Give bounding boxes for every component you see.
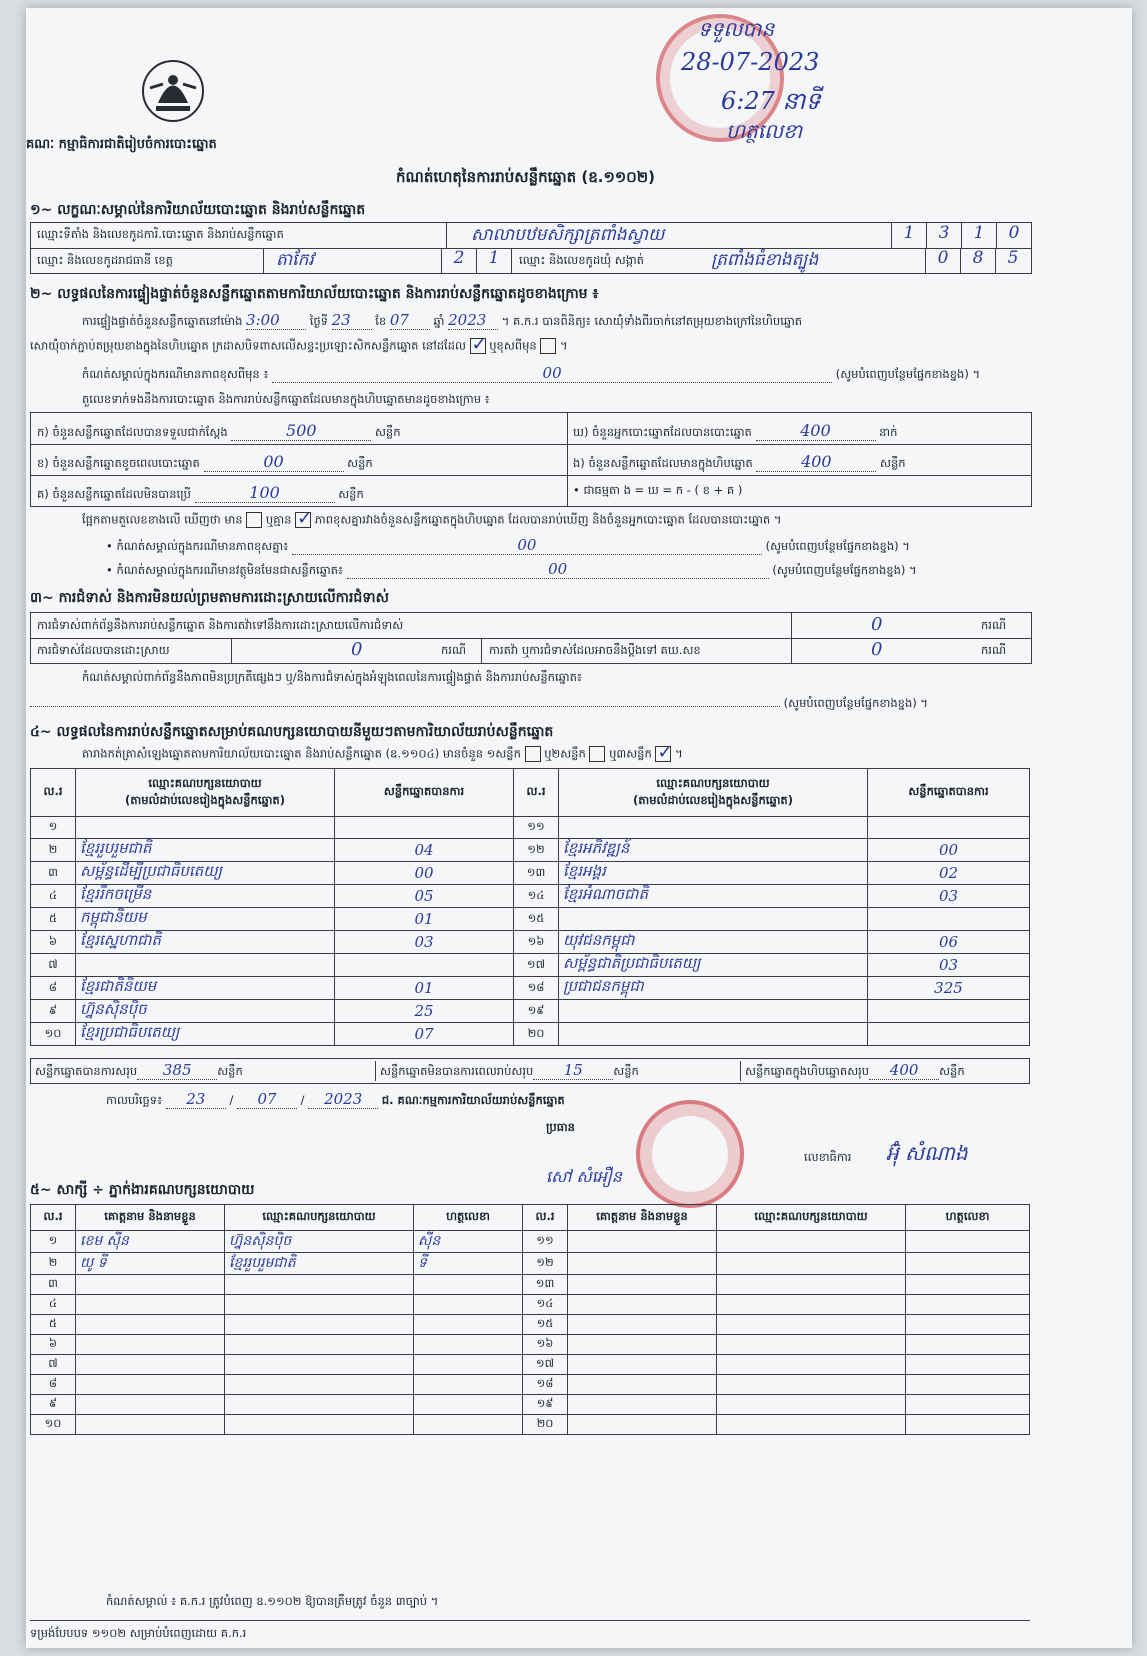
witness-col-sign: ហត្ថលេខា	[906, 1205, 1030, 1231]
three-sheets-checkbox[interactable]	[655, 746, 671, 762]
party-votes	[868, 908, 1030, 931]
figure-left-value: 500	[231, 421, 371, 441]
col-votes-right: សន្លឹកឆ្នោតបានការ	[868, 769, 1030, 817]
verification-line2: សោយ៉ុំចាក់ភ្ជាប់តម្រុយខាងក្នុងនៃហិបឆ្នោត ក្រដាសបិទពាសលើសន្ទះប្រឡោះសិកសន្លឹកឆ្នោត នៅដដែល ✓ ឬខុសពីមុន ។	[30, 338, 568, 356]
sign-day: 23	[166, 1090, 226, 1109]
figure-row	[31, 413, 1031, 445]
secretary-label: លេខាធិការ	[804, 1150, 852, 1164]
section4-heading: ៤~ លទ្ធផលនៃការរាប់សន្លឹកឆ្នោតសម្រាប់គណបក្សនយោបាយនីមួយៗតាមការិយាល័យរាប់សន្លឹកឆ្នោត	[30, 724, 554, 740]
col-party-right: ឈ្មោះគណបក្សនយោបាយ (តាមលំដាប់លេខរៀងក្នុងសន្លឹកឆ្នោត)	[559, 769, 868, 817]
party-name	[559, 1023, 868, 1046]
commune-code: 0 8 5	[925, 248, 1030, 273]
figure-left-label: គ) ចំនួនសន្លឹកឆ្នោតដែលមិនបានប្រើ 100 សន្លឹក	[37, 483, 364, 502]
figure-right-value: 400	[756, 421, 876, 441]
total-box-value: 400	[869, 1061, 939, 1080]
object-value: 00	[347, 560, 769, 579]
witness-col-sign: ហត្ថលេខា	[414, 1205, 523, 1231]
same-as-before-checkbox[interactable]	[470, 338, 486, 354]
party-name	[76, 954, 335, 977]
witness-name: យូ ទី	[76, 1253, 225, 1275]
witness-col-name: គោត្តនាម និងនាមខ្លួន	[568, 1205, 717, 1231]
col-votes-left: សន្លឹកឆ្នោតបានការ	[335, 769, 514, 817]
party-votes: 02	[868, 862, 1030, 885]
party-votes	[335, 817, 514, 839]
table-row: ៧ ១៧	[31, 1355, 1030, 1375]
witness-party	[225, 1355, 414, 1375]
party-votes: 01	[335, 977, 514, 1000]
party-results-table	[30, 768, 1030, 1046]
table-row: ៧ ១៧ សម្ព័ន្ធជាតិប្រជាធិបតេយ្យ 03	[31, 954, 1030, 977]
party-votes: 03	[335, 931, 514, 954]
complaint-value: 0	[871, 614, 883, 635]
difference-note: • កំណត់សម្គាល់ក្នុងករណីមានភាពខុសគ្នា៖ 00 (សូមបំពេញបន្ថែមផ្នែកខាងខ្នង) ។	[106, 536, 910, 554]
witness-name	[76, 1395, 225, 1415]
section2-heading: ២~ លទ្ធផលនៃការផ្ទៀងផ្ទាត់ចំនួនសន្លឹកឆ្នោតតាមការិយាល័យបោះឆ្នោត និងការរាប់សន្លឹកឆ្នោតដូចខាងក្រោម ៖	[30, 286, 599, 302]
witness-col-no: ល.រ	[31, 1205, 76, 1231]
party-name: ខ្មែររួបរួមជាតិ	[76, 839, 335, 862]
stamp-received-text: ទទួលបាន	[698, 17, 775, 41]
resolved-value: 0	[351, 639, 363, 660]
party-name: ខ្មែរអង្គរ	[559, 862, 868, 885]
different-checkbox[interactable]	[540, 338, 556, 354]
signing-date-line: កាលបរិច្ឆេទ៖ 23 / 07 / 2023 ជ. គណៈកម្មការការិយាល័យរាប់សន្លឹកឆ្នោត	[106, 1090, 565, 1108]
witness-signature: ទី	[414, 1253, 523, 1275]
witness-name	[76, 1275, 225, 1295]
witness-col-no: ល.រ	[523, 1205, 568, 1231]
party-name: ប្រជាជនកម្ពុជា	[559, 977, 868, 1000]
figure-left-value: 100	[195, 483, 335, 503]
witness-party: ខ្មែររួបរួមជាតិ	[225, 1253, 414, 1275]
party-votes: 03	[868, 885, 1030, 908]
table-row: ៣ ១៣	[31, 1275, 1030, 1295]
table-row: ១ ១១	[31, 817, 1030, 839]
figure-row	[31, 475, 1031, 506]
party-name: ខ្មែររីកចម្រើន	[76, 885, 335, 908]
table-row: ៩ ១៩	[31, 1395, 1030, 1415]
form-title: កំណត់ហេតុនៃការរាប់សន្លឹកឆ្នោត (ឧ.១១០២)	[396, 168, 656, 186]
figure-right-label: ឃ) ចំនួនអ្នកបោះឆ្នោតដែលបានបោះឆ្នោត 400 នាក់	[573, 421, 898, 440]
table-row: ៩ ហ្វ៊ុនស៊ិនប៉ិច 25 ១៩	[31, 1000, 1030, 1023]
chair-label: ប្រធាន	[546, 1120, 575, 1134]
section3-table: ការជំទាស់ពាក់ព័ន្ធនឹងការរាប់សន្លឹកឆ្នោត និងការតវ៉ាទៅនឹងការដោះស្រាយលើការជំទាស់ 0 ករណី ការជំទាស់ដែលបានដោះស្រាយ 0 ករណី ការតវ៉ា ឬការជំទាស់ដែលអាចនឹងប្តឹងទៅ គឃ.សខ 0 ករណី	[30, 612, 1032, 664]
witness-signature	[414, 1395, 523, 1415]
two-sheets-checkbox[interactable]	[589, 746, 605, 762]
witness-party	[225, 1275, 414, 1295]
party-name: ខ្មែរអភិវឌ្ឍន៍	[559, 839, 868, 862]
no-difference-checkbox[interactable]	[295, 512, 311, 528]
col-party-left: ឈ្មោះគណបក្សនយោបាយ (តាមលំដាប់លេខរៀងក្នុងសន្លឹកឆ្នោត)	[76, 769, 335, 817]
witness-signature	[414, 1335, 523, 1355]
table-row: ១ ខេម ស៊ីន ហ្វ៊ុនស៊ិនប៉ិច ស៊ីន ១១	[31, 1231, 1030, 1253]
figures-table	[30, 412, 1032, 507]
party-votes: 03	[868, 954, 1030, 977]
witness-party	[225, 1335, 414, 1355]
section1-table	[30, 222, 1032, 274]
verify-time: 3:00	[246, 311, 306, 330]
witness-name	[76, 1295, 225, 1315]
table-row: ៤ ខ្មែររីកចម្រើន 05 ១៤ ខ្មែរអំណាចជាតិ 03	[31, 885, 1030, 908]
table-row: ៦ ១៦	[31, 1335, 1030, 1355]
figure-row	[31, 444, 1031, 476]
witness-party	[225, 1375, 414, 1395]
figure-right-label: • ជាធម្មតា ង = ឃ = ក - ( ខ + គ )	[573, 483, 743, 497]
party-votes	[868, 1023, 1030, 1046]
province-value: តាកែវ	[276, 250, 314, 270]
witness-party: ហ្វ៊ុនស៊ិនប៉ិច	[225, 1231, 414, 1253]
witness-name	[76, 1335, 225, 1355]
party-votes: 05	[335, 885, 514, 908]
one-sheet-checkbox[interactable]	[525, 746, 541, 762]
table-row: ៨ ១៨	[31, 1375, 1030, 1395]
location-value: សាលាបឋមសិក្សាត្រពាំងស្វាយ	[471, 225, 665, 245]
party-votes: 00	[335, 862, 514, 885]
figures-intro: តួលេខទាក់ទងនឹងការបោះឆ្នោត និងការរាប់សន្លឹកឆ្នោតដែលមានក្នុងហិបឆ្នោតមានដូចខាងក្រោម ៖	[82, 392, 490, 406]
party-name: កម្ពុជានិយម	[76, 908, 335, 931]
stamp-signature: ហត្ថលេខា	[726, 119, 803, 143]
col-no-right: ល.រ	[514, 769, 559, 817]
verify-month: 07	[390, 311, 430, 330]
witness-name	[76, 1415, 225, 1435]
change-note-line: កំណត់សម្គាល់ក្នុងករណីមានភាពខុសពីមុន ៖ 00 (សូមបំពេញបន្ថែមផ្នែកខាងខ្នង) ។	[82, 364, 981, 382]
table-row: ៣ សម្ព័ន្ធដើម្បីប្រជាធិបតេយ្យ 00 ១៣ ខ្មែរអង្គរ 02	[31, 862, 1030, 885]
party-votes	[868, 817, 1030, 839]
party-votes: 00	[868, 839, 1030, 862]
party-name: សម្ព័ន្ធជាតិប្រជាធិបតេយ្យ	[559, 954, 868, 977]
witness-name	[76, 1375, 225, 1395]
figure-left-label: ក) ចំនួនសន្លឹកឆ្នោតដែលបានទទួលជាក់ស្តែង 500 សន្លឹក	[37, 421, 401, 440]
party-name	[559, 908, 868, 931]
form-footer: ទម្រង់បែបបទ ១១០២ សម្រាប់បំពេញដោយ គ.ក.រ	[30, 1626, 247, 1640]
location-label: ឈ្មោះទីតាំង និងលេខកូដការិ.បោះឆ្នោត និងរាប់សន្លឹកឆ្នោត	[37, 227, 284, 241]
party-votes	[335, 954, 514, 977]
section5-heading: ៥~ សាក្សី ÷ ភ្នាក់ងារគណបក្សនយោបាយ	[30, 1182, 255, 1198]
party-name: ខ្មែរប្រជាធិបតេយ្យ	[76, 1023, 335, 1046]
table-row: ៨ ខ្មែរជាតិនិយម 01 ១៨ ប្រជាជនកម្ពុជា 325	[31, 977, 1030, 1000]
irregularity-dots: (សូមបំពេញបន្ថែមផ្នែកខាងខ្នង) ។	[30, 696, 928, 713]
witness-name	[76, 1315, 225, 1335]
figure-right-label: ង) ចំនួនសន្លឹកឆ្នោតដែលមានក្នុងហិបឆ្នោត 400 សន្លឹក	[573, 452, 906, 471]
figure-left-label: ខ) ចំនួនសន្លឹកឆ្នោតខូចពេលបោះឆ្នោត 00 សន្លឹក	[37, 452, 373, 471]
party-name: ខ្មែរអំណាចជាតិ	[559, 885, 868, 908]
sign-month: 07	[237, 1090, 297, 1109]
witness-signature	[414, 1315, 523, 1335]
chair-signature: សៅ សំអឿន	[546, 1167, 622, 1186]
table-row: ៦ ខ្មែរស្នេហាជាតិ 03 ១៦ យុវជនកម្ពុជា 06	[31, 931, 1030, 954]
commune-value: ត្រពាំងធំខាងត្បូង	[711, 250, 819, 270]
secretary-signature: អ៊ុំ សំណាង	[886, 1141, 968, 1165]
witness-signature	[414, 1295, 523, 1315]
witness-party	[225, 1315, 414, 1335]
appeal-value: 0	[871, 639, 883, 660]
witness-party	[225, 1395, 414, 1415]
party-votes	[868, 1000, 1030, 1023]
committee-name: គណៈ កម្មាធិការជាតិរៀបចំការបោះឆ្នោត	[26, 137, 217, 152]
figure-right-value: 400	[756, 452, 876, 472]
verification-line1: ការផ្ទៀងផ្ទាត់ចំនួនសន្លឹកឆ្នោតនៅម៉ោង 3:00 ថ្ងៃទី 23 ខែ 07 ឆ្នាំ 2023 ។ គ.ក.រ បានពិនិត្យ៖ សោយ៉ុំទាំងពីរចាក់នៅតម្រុយខាងក្រៅនៃហិបឆ្នោត	[82, 311, 803, 329]
witness-signature	[414, 1415, 523, 1435]
party-name: ខ្មែរស្នេហាជាតិ	[76, 931, 335, 954]
province-code: 2 1	[441, 248, 512, 273]
location-code: 1 3 1 0	[891, 223, 1031, 248]
party-votes: 01	[335, 908, 514, 931]
verify-day: 23	[332, 311, 372, 330]
table-row: ២ យូ ទី ខ្មែររួបរួមជាតិ ទី ១២	[31, 1253, 1030, 1275]
party-name	[559, 817, 868, 839]
figure-left-value: 00	[204, 452, 344, 472]
witness-signature	[414, 1275, 523, 1295]
table-row: ២ ខ្មែររួបរួមជាតិ 04 ១២ ខ្មែរអភិវឌ្ឍន៍ 00	[31, 839, 1030, 862]
has-difference-checkbox[interactable]	[246, 512, 262, 528]
complaint-label: ការជំទាស់ពាក់ព័ន្ធនឹងការរាប់សន្លឹកឆ្នោត និងការតវ៉ាទៅនឹងការដោះស្រាយលើការជំទាស់	[37, 618, 404, 632]
witness-signature	[414, 1355, 523, 1375]
stamp-date: 28-07-2023	[681, 48, 820, 76]
verify-year: 2023	[448, 311, 498, 330]
party-votes: 325	[868, 977, 1030, 1000]
section3-heading: ៣~ ការជំទាស់ និងការមិនយល់ព្រមតាមការដោះស្រាយលើការជំទាស់	[30, 590, 389, 606]
nec-logo	[138, 58, 208, 124]
irregularity-note: កំណត់សម្គាល់ពាក់ព័ន្ធនឹងភាពមិនប្រក្រតីផ្សេងៗ ឬ/និងការជំទាស់ក្នុងអំឡុងពេលនៃការផ្ទៀងផ្ទាត់ និងការរាប់សន្លឹកឆ្នោត៖	[82, 670, 582, 684]
party-name: ហ្វ៊ុនស៊ិនប៉ិច	[76, 1000, 335, 1023]
tally-sheet-line: តារាងកត់ត្រាសំឡេងឆ្នោតតាមការិយាល័យបោះឆ្នោត និងរាប់សន្លឹកឆ្នោត (ឧ.១១០៤) មានចំនួន ១សន្លឹក ឬ២សន្លឹក ឬ៣សន្លឹក ✓ ។	[82, 746, 683, 764]
table-row: ៥ ១៥	[31, 1315, 1030, 1335]
witness-col-name: គោត្តនាម និងនាមខ្លួន	[76, 1205, 225, 1231]
committee-seal	[636, 1100, 744, 1208]
table-row: ៥ កម្ពុជានិយម 01 ១៥	[31, 908, 1030, 931]
table-row: ៤ ១៤	[31, 1295, 1030, 1315]
province-label: ឈ្មោះ និងលេខកូដរាជធានី ខេត្ត	[37, 253, 173, 267]
change-note-value: 00	[272, 364, 832, 383]
witness-name: ខេម ស៊ីន	[76, 1231, 225, 1253]
election-form-page	[26, 8, 1132, 1648]
compare-line: ផ្អែកតាមតួលេខខាងលើ ឃើញថា មាន ឬគ្មាន ✓ ភាពខុសគ្នារវាងចំនួនសន្លឹកឆ្នោតក្នុងហិបឆ្នោត ដែលបានរាប់ឃើញ និងចំនួនអ្នកបោះឆ្នោត ដែលបានបោះឆ្នោត ។	[82, 512, 781, 530]
section1-heading: ១~ លក្ខណៈសម្គាល់នៃការិយាល័យបោះឆ្នោត និងរាប់សន្លឹកឆ្នោត	[30, 202, 366, 218]
total-invalid-value: 15	[533, 1061, 613, 1080]
commune-label: ឈ្មោះ និងលេខកូដឃុំ សង្កាត់	[519, 253, 644, 267]
party-name	[559, 1000, 868, 1023]
party-votes: 06	[868, 931, 1030, 954]
party-votes: 07	[335, 1023, 514, 1046]
party-name: យុវជនកម្ពុជា	[559, 931, 868, 954]
stamp-time: 6:27 នាទី	[721, 87, 821, 115]
table-row: ១០ ខ្មែរប្រជាធិបតេយ្យ 07 ២០	[31, 1023, 1030, 1046]
resolved-label: ការជំទាស់ដែលបានដោះស្រាយ	[37, 643, 170, 657]
witness-col-party: ឈ្មោះគណបក្សនយោបាយ	[717, 1205, 906, 1231]
party-votes: 04	[335, 839, 514, 862]
witness-party	[225, 1295, 414, 1315]
object-note: • កំណត់សម្គាល់ក្នុងករណីមានវត្ថុមិនមែនជាសន្លឹកឆ្នោត៖ 00 (សូមបំពេញបន្ថែមផ្នែកខាងខ្នង) ។	[106, 560, 917, 578]
completion-note: កំណត់សម្គាល់ ៖ គ.ក.រ ត្រូវបំពេញ ឧ.១១០២ ឱ្យបានត្រឹមត្រូវ ចំនួន ៣ច្បាប់ ។	[106, 1594, 439, 1608]
col-no-left: ល.រ	[31, 769, 76, 817]
party-votes: 25	[335, 1000, 514, 1023]
table-row: ១០ ២០	[31, 1415, 1030, 1435]
witness-col-party: ឈ្មោះគណបក្សនយោបាយ	[225, 1205, 414, 1231]
difference-value: 00	[292, 536, 762, 555]
witness-name	[76, 1355, 225, 1375]
witness-table	[30, 1204, 1030, 1435]
sign-year: 2023	[308, 1090, 378, 1109]
totals-row: សន្លឹកឆ្នោតបានការសរុប 385 សន្លឹក សន្លឹកឆ្នោតមិនបានការពេលរាប់សរុប 15 សន្លឹក សន្លឹកឆ្នោតក្នុងហិបឆ្នោតសរុប 400 សន្លឹក	[30, 1058, 1030, 1084]
party-name	[76, 817, 335, 839]
witness-signature	[414, 1375, 523, 1395]
witness-party	[225, 1415, 414, 1435]
party-name: សម្ព័ន្ធដើម្បីប្រជាធិបតេយ្យ	[76, 862, 335, 885]
appeal-label: ការតវ៉ា ឬការជំទាស់ដែលអាចនឹងប្តឹងទៅ គឃ.សខ	[489, 643, 701, 657]
total-valid-value: 385	[137, 1061, 217, 1080]
witness-signature: ស៊ីន	[414, 1231, 523, 1253]
party-name: ខ្មែរជាតិនិយម	[76, 977, 335, 1000]
